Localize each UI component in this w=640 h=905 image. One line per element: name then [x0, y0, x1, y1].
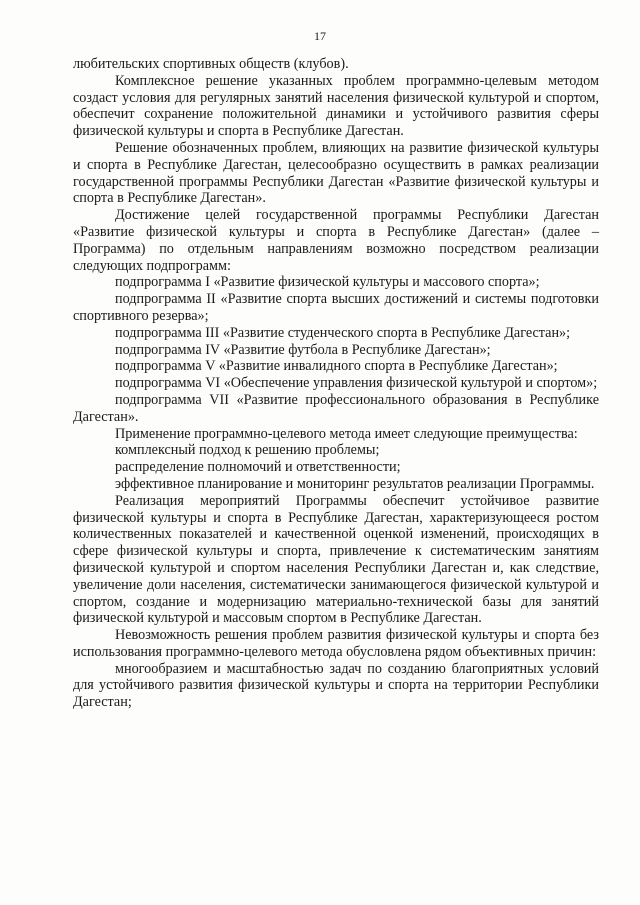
paragraph: Применение программно-целевого метода имеет следующие преимущества: [115, 425, 578, 442]
paragraph: комплексный подход к решению проблемы; [115, 442, 380, 459]
paragraph: Решение обозначенных проблем, влияющих на развитие физической культуры и спорта в Республике Дагестан, целесообразно осуществить в рамках реализации государственной программы Республики Дагестан «Развитие физической культуры и спорта в Республике Дагестан». [73, 139, 599, 207]
paragraph: подпрограмма II «Развитие спорта высших достижений и системы подготовки спортивного резерва»; [73, 291, 599, 324]
paragraph: эффективное планирование и мониторинг результатов реализации Программы. [115, 475, 595, 492]
page-number: 17 [314, 29, 326, 43]
paragraph: многообразием и масштабностью задач по созданию благоприятных условий для устойчивого развития физической культуры и спорта на территории Республики Дагестан; [73, 660, 599, 711]
paragraph: Достижение целей государственной программы Республики Дагестан «Развитие физической культуры и спорта в Республике Дагестан» (далее – Программа) по отдельным направлениям возможно посредством реализации следующих подпрограмм: [73, 207, 599, 274]
paragraph: подпрограмма VII «Развитие профессионального образования в Республике Дагестан». [73, 391, 599, 425]
paragraph: подпрограмма IV «Развитие футбола в Республике Дагестан»; [115, 341, 491, 358]
paragraph: подпрограмма VI «Обеспечение управления физической культурой и спортом»; [115, 375, 598, 392]
document-body [73, 56, 599, 711]
paragraph: распределение полномочий и ответственности; [115, 459, 401, 476]
paragraph: любительских спортивных обществ (клубов). [73, 56, 349, 72]
paragraph: Комплексное решение указанных проблем программно-целевым методом создаст условия для регулярных занятий населения физической культурой и спортом, обеспечит сохранение положительной динамики и устойчивого развития сферы физической культуры и спорта в Республике Дагестан. [73, 72, 599, 140]
paragraph: Реализация мероприятий Программы обеспечит устойчивое развитие физической культуры и спорта в Республике Дагестан, характеризующееся ростом количественных показателей и качественной оценкой изменений, происходящих в сфере физической культуры и спорта, привлечение к систематическим занятиям физической культурой и спортом населения Республики Дагестан и, как следствие, увеличение доли населения, систематически занимающегося физической культурой и спортом, создание и модернизацию материально-технической базы для занятий физической культурой и массовым спортом в Республике Дагестан. [73, 492, 599, 627]
paragraph: подпрограмма I «Развитие физической культуры и массового спорта»; [115, 274, 540, 291]
paragraph: подпрограмма V «Развитие инвалидного спорта в Республике Дагестан»; [115, 358, 558, 375]
paragraph: подпрограмма III «Развитие студенческого спорта в Республике Дагестан»; [115, 324, 571, 341]
paragraph: Невозможность решения проблем развития физической культуры и спорта без использования программно-целевого метода обусловлена рядом объективных причин: [73, 627, 599, 660]
